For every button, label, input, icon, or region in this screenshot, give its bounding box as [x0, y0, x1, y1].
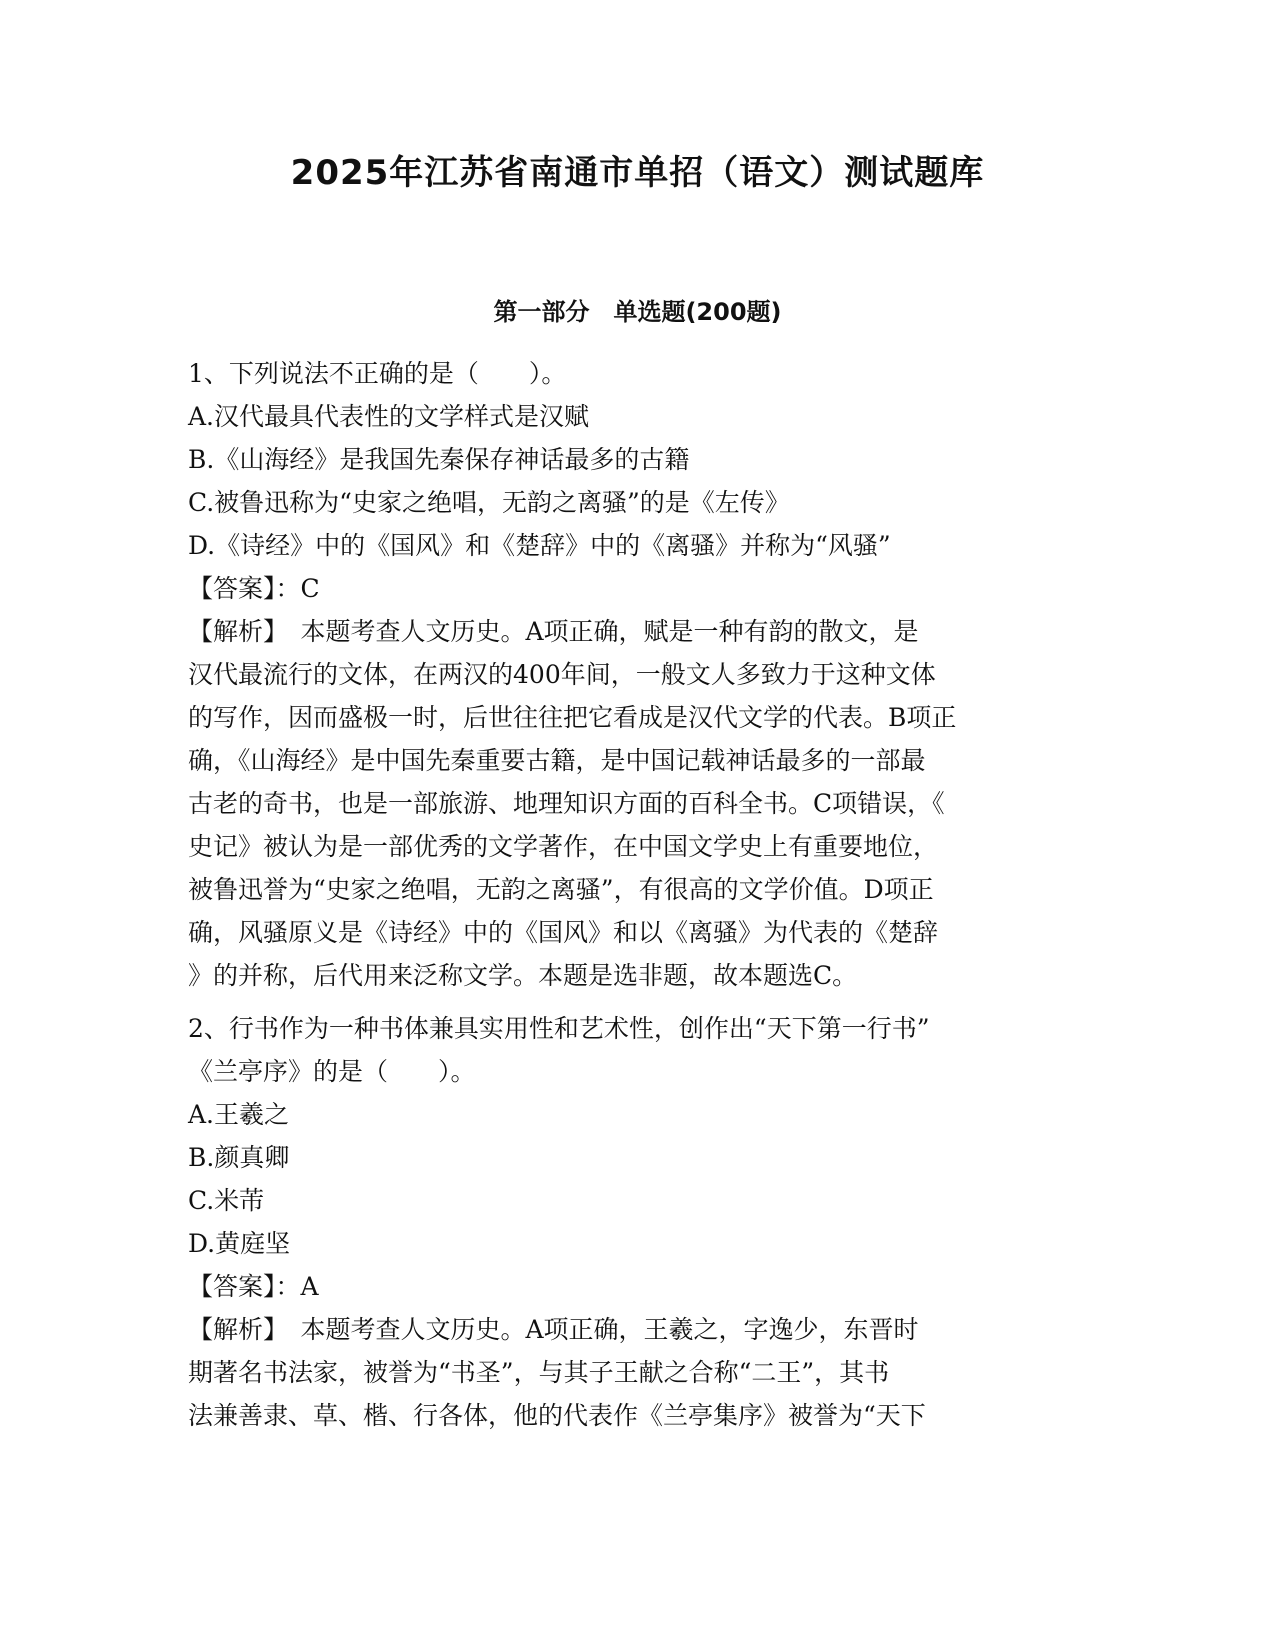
- option-c: C.被鲁迅称为“史家之绝唱，无韵之离骚”的是《左传》: [188, 488, 790, 517]
- option-a: A.汉代最具代表性的文学样式是汉赋: [188, 402, 590, 431]
- option-c: C.米芾: [188, 1186, 265, 1215]
- question-list: [188, 352, 1088, 1437]
- option-b: B.《山海经》是我国先秦保存神话最多的古籍: [188, 445, 690, 474]
- analysis-line: 【解析】 本题考查人文历史。A项正确，王羲之，字逸少，东晋时: [188, 1315, 919, 1344]
- question-2: [188, 1007, 1088, 1437]
- option-d: D.《诗经》中的《国风》和《楚辞》中的《离骚》并称为“风骚”: [188, 531, 891, 560]
- option-b: B.颜真卿: [188, 1143, 290, 1172]
- question-stem: 1、下列说法不正确的是（ ）。: [188, 359, 567, 388]
- analysis-line: 的写作，因而盛极一时，后世往往把它看成是汉代文学的代表。B项正: [188, 703, 957, 732]
- analysis-line: 古老的奇书，也是一部旅游、地理知识方面的百科全书。C项错误，《: [188, 789, 945, 818]
- analysis-line: 确，风骚原义是《诗经》中的《国风》和以《离骚》为代表的《楚辞: [188, 918, 939, 947]
- option-d: D.黄庭坚: [188, 1229, 291, 1258]
- analysis-line: 》的并称，后代用来泛称文学。本题是选非题，故本题选C。: [188, 961, 858, 990]
- option-a: A.王羲之: [188, 1100, 290, 1129]
- analysis-line: 史记》被认为是一部优秀的文学著作，在中国文学史上有重要地位，: [188, 832, 939, 861]
- question-1: [188, 352, 1088, 997]
- question-stem: 《兰亭序》的是（ ）。: [188, 1057, 476, 1086]
- analysis-line: 【解析】 本题考查人文历史。A项正确，赋是一种有韵的散文，是: [188, 617, 919, 646]
- analysis-line: 法兼善隶、草、楷、行各体，他的代表作《兰亭集序》被誉为“天下: [188, 1401, 926, 1430]
- answer-line: 【答案】：C: [188, 574, 320, 603]
- analysis-line: 汉代最流行的文体，在两汉的400年间，一般文人多致力于这种文体: [188, 660, 936, 689]
- section-heading: 第一部分 单选题(200题): [493, 298, 782, 326]
- analysis-line: 被鲁迅誉为“史家之绝唱，无韵之离骚”，有很高的文学价值。D项正: [188, 875, 934, 904]
- analysis-line: 确，《山海经》是中国先秦重要古籍，是中国记载神话最多的一部最: [188, 746, 926, 775]
- answer-line: 【答案】：A: [188, 1272, 319, 1301]
- document-title: 2025年江苏省南通市单招（语文）测试题库: [290, 153, 985, 193]
- analysis-line: 期著名书法家，被誉为“书圣”，与其子王献之合称“二王”，其书: [188, 1358, 890, 1387]
- question-stem: 2、行书作为一种书体兼具实用性和艺术性，创作出“天下第一行书”: [188, 1014, 930, 1043]
